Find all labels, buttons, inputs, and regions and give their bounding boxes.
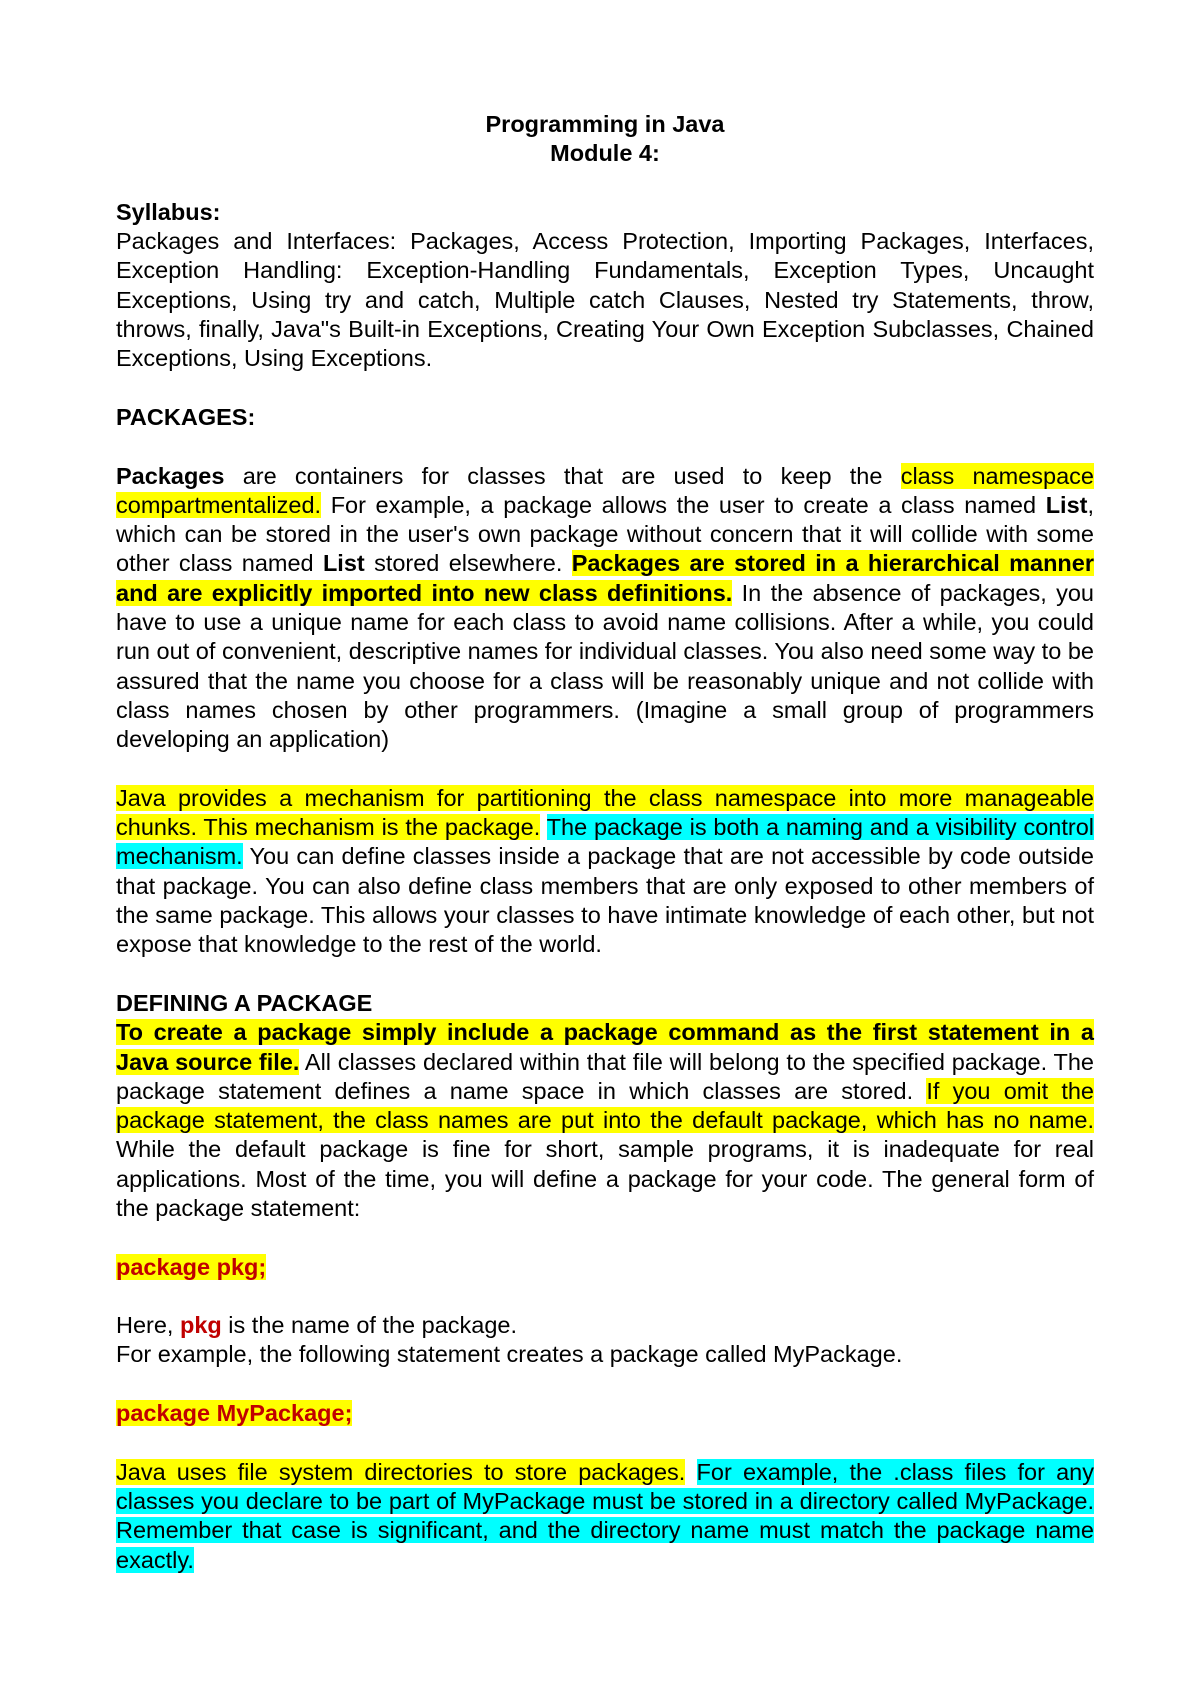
- doc-title: Programming in Java: [485, 111, 725, 137]
- highlight-class-files: For example, the .class files for any classes you declare to be part of MyPackage must be stored in a directory called MyPackage. Remember that case is significant, and the directory name must match the package name exactly.: [116, 1458, 1094, 1573]
- highlight-hierarchical: Packages are stored in a hierarchical manner and are explicitly imported into new class definitions.: [116, 550, 1094, 606]
- doc-subtitle: Module 4:: [550, 140, 660, 167]
- syllabus-heading: Syllabus:: [116, 198, 221, 225]
- packages-paragraph-1: Packages are containers for classes that are used to keep the class namespace compartmentalized. For example, a package allows the user to create a class named List, which can be stored in the user's own package without concern that it will collide with some other class named List stored elsewhere. Packages are stored in a hierarchical manner and are explicitly imported into new class definitions. In the absence of packages, you have to use a unique name for each class to avoid name collisions. After a while, you could run out of convenient, descriptive names for individual classes. You also need some way to be assured that the name you choose for a class will be reasonably unique and not collide with class names chosen by other programmers. (Imagine a small group of programmers developing an application): [116, 462, 1094, 753]
- packages-term: Packages: [116, 462, 225, 489]
- defining-heading: DEFINING A PACKAGE: [116, 989, 373, 1016]
- highlight-directories: Java uses file system directories to store packages.: [116, 1458, 686, 1485]
- highlight-namespace: class namespace compartmentalized.: [116, 462, 1094, 518]
- example-line: For example, the following statement creates a package called MyPackage.: [116, 1341, 903, 1368]
- packages-paragraph-2: Java provides a mechanism for partitioning the class namespace into more manageable chunks. This mechanism is the package. The package is both a naming and a visibility control mechanism. You can define classes inside a package that are not accessible by code outside that package. You can also define class members that are only exposed to other members of the same package. This allows your classes to have intimate knowledge of each other, but not expose that knowledge to the rest of the world.: [116, 784, 1094, 958]
- highlight-create-package: To create a package simply include a package command as the first statement in a Java source file.: [116, 1019, 1094, 1075]
- packages-heading: PACKAGES:: [116, 403, 256, 430]
- code-package-mypackage: package MyPackage;: [116, 1400, 353, 1427]
- highlight-mechanism: Java provides a mechanism for partitioning the class namespace into more manageable chunks. This mechanism is the package.: [116, 784, 1094, 841]
- highlight-default-package: If you omit the package statement, the class names are put into the default package, which has no name.: [116, 1077, 1094, 1134]
- code-package-pkg: package pkg;: [116, 1253, 267, 1280]
- syllabus-text: Packages and Interfaces: Packages, Access Protection, Importing Packages, Interfaces, Exception Handling: Exception-Handling Fundamentals, Exception Types, Uncaught Exceptions, Using try and catch, Multiple catch Clauses, Nested try Statements, throw, throws, finally, Java"s Built-in Exceptions, Creating Your Own Exception Subclasses, Chained Exceptions, Using Exceptions.: [116, 228, 1094, 372]
- highlight-visibility: The package is both a naming and a visibility control mechanism.: [116, 814, 1094, 870]
- here-line: Here, pkg is the name of the package.: [116, 1312, 518, 1339]
- defining-paragraph-1: To create a package simply include a package command as the first statement in a Java source file. All classes declared within that file will belong to the specified package. The package statement defines a name space in which classes are stored. If you omit the package statement, the class names are put into the default package, which has no name. While the default package is fine for short, sample programs, it is inadequate for real applications. Most of the time, you will define a package for your code. The general form of the package statement:: [116, 1019, 1094, 1221]
- defining-paragraph-2: [116, 1458, 1094, 1575]
